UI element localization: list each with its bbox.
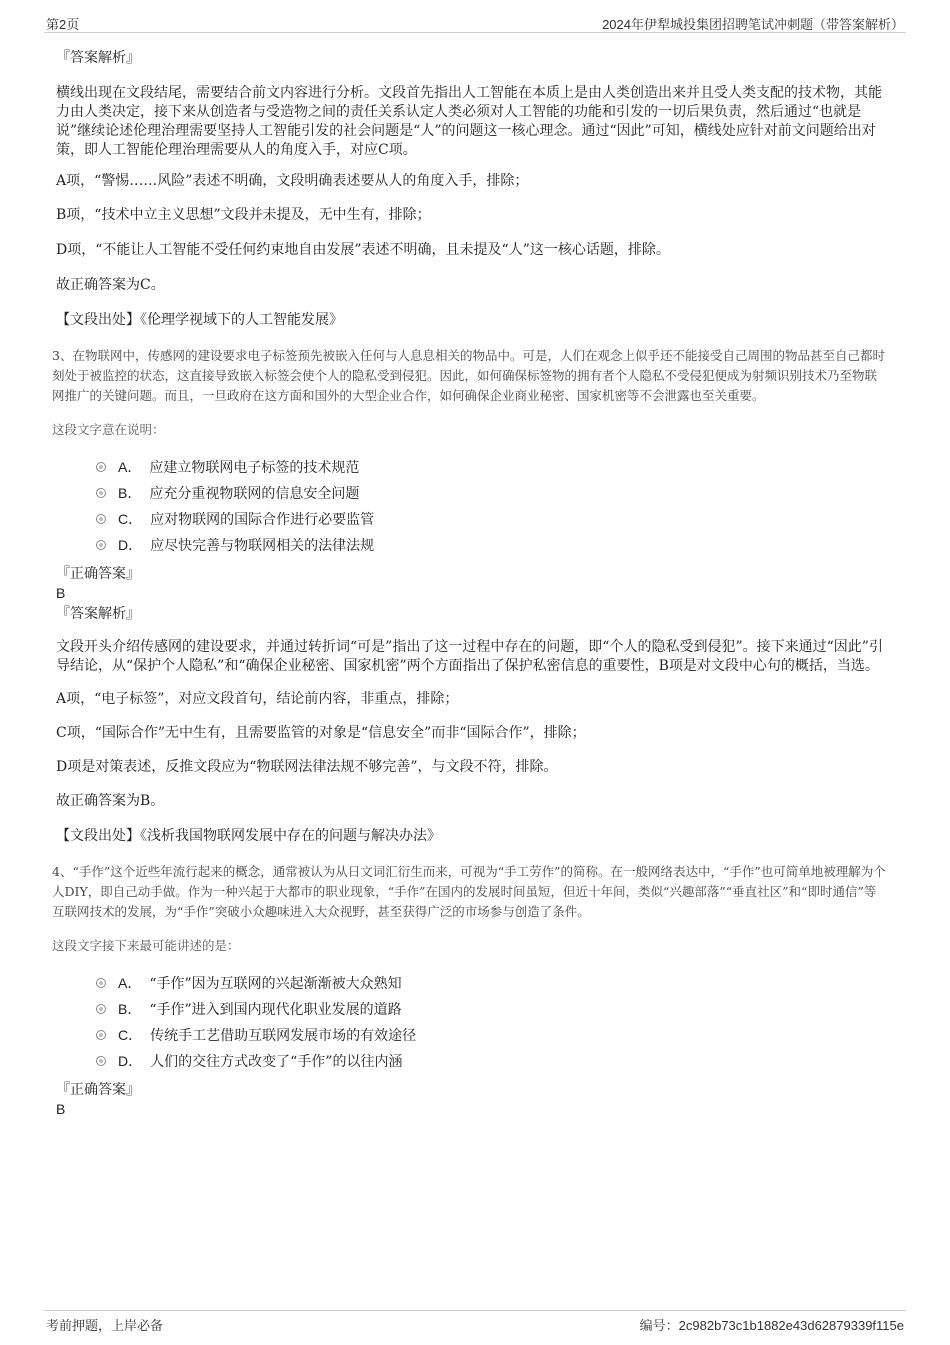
q4-prompt: 这段文字接下来最可能讲述的是： xyxy=(52,938,240,953)
option-letter: D． xyxy=(118,537,143,553)
q3-conclusion: 故正确答案为B。 xyxy=(56,793,165,809)
q3-option-d[interactable] xyxy=(56,532,886,558)
option-letter: C． xyxy=(118,1027,143,1043)
q4-answer: B xyxy=(56,1101,66,1117)
q3-answer: B xyxy=(56,585,66,601)
q3-exclusion-c: C项，“国际合作”无中生有，且需要监管的对象是“信息安全”而非“国际合作”，排除； xyxy=(56,725,586,741)
q3-exclusion-d: D项是对策表述，反推文段应为“物联网法律法规不够完善”，与文段不符，排除。 xyxy=(56,759,558,775)
radio-icon[interactable] xyxy=(96,540,106,550)
page-footer xyxy=(44,1310,906,1333)
option-text: 人们的交往方式改变了“手作”的以往内涵 xyxy=(150,1054,403,1070)
q2-analysis: 横线出现在文段结尾，需要结合前文内容进行分析。文段首先指出人工智能在本质上是由人类创造出来并且受人类支配的技术物，其能力由人类决定，接下来从创造者与受造物之间的责任关系认定人类必须对人工智能的功能和引发的一切后果负责，然后通过“也就是说”继续论述伦理治理需要坚持人工智能引发的社会问题是“人”的问题这一核心理念。通过“因此”可知，横线处应针对前文问题给出对策，即人工智能伦理治理需要从人的角度入手，对应C项。 xyxy=(56,85,882,158)
q4-option-c[interactable] xyxy=(56,1022,886,1048)
q4-stem: 4、“手作”这个近些年流行起来的概念，通常被认为从日文词汇衍生而来，可视为“手工劳作”的简称。在一般网络表达中，“手作”也可简单地被理解为个人DIY，即自己动手做。作为一种兴起于大都市的职业现象，“手作”在国内的发展时间虽短，但近十年间，类似“兴趣部落”“垂直社区”和“即时通信”等互联网技术的发展，为“手作”突破小众趣味进入大众视野，甚至获得广泛的市场参与创造了条件。 xyxy=(52,864,886,919)
q3-option-a[interactable] xyxy=(56,454,886,480)
radio-icon[interactable] xyxy=(96,488,106,498)
radio-icon[interactable] xyxy=(96,1004,106,1014)
q3-option-c[interactable] xyxy=(56,506,886,532)
q4-answer-label: 『正确答案』 xyxy=(56,1082,140,1098)
option-text: “手作”进入到国内现代化职业发展的道路 xyxy=(149,1002,402,1018)
q3-prompt: 这段文字意在说明： xyxy=(52,422,165,437)
option-text: 应充分重视物联网的信息安全问题 xyxy=(149,486,360,502)
q3-stem: 3、在物联网中，传感网的建设要求电子标签预先被嵌入任何与人息息相关的物品中。可是，人们在观念上似乎还不能接受自己周围的物品甚至自己都时刻处于被监控的状态，这直接导致嵌入标签会使个人的隐私受到侵犯。因此，如何确保标签物的拥有者个人隐私不受侵犯便成为射频识别技术乃至物联网推广的关键问题。而且，一旦政府在这方面和国外的大型企业合作，如何确保企业商业秘密、国家机密等不会泄露也至关重要。 xyxy=(52,348,885,403)
q2-analysis-label: 『答案解析』 xyxy=(56,50,140,66)
document-code xyxy=(640,1315,904,1334)
q3-answer-label: 『正确答案』 xyxy=(56,566,140,582)
footer-slogan: 考前押题，上岸必备 xyxy=(46,1319,164,1334)
document-title: 2024年伊犁城投集团招聘笔试冲刺题（带答案解析） xyxy=(602,17,904,32)
option-text: 应建立物联网电子标签的技术规范 xyxy=(149,460,360,476)
page-header xyxy=(44,12,906,33)
q4-option-a[interactable] xyxy=(56,970,886,996)
radio-icon[interactable] xyxy=(96,1030,106,1040)
q2-exclusion-b: B项，“技术中立主义思想”文段并未提及，无中生有，排除； xyxy=(56,207,431,223)
option-letter: D． xyxy=(118,1053,143,1069)
radio-icon[interactable] xyxy=(96,1056,106,1066)
document-body xyxy=(52,44,886,1118)
q4-options xyxy=(56,970,886,1074)
option-text: 应尽快完善与物联网相关的法律法规 xyxy=(150,538,375,554)
q2-source: 【文段出处】《伦理学视域下的人工智能发展》 xyxy=(56,312,343,328)
option-text: “手作”因为互联网的兴起渐渐被大众熟知 xyxy=(149,976,402,992)
radio-icon[interactable] xyxy=(96,462,106,472)
option-letter: C． xyxy=(118,511,143,527)
option-letter: A． xyxy=(118,459,142,475)
q2-conclusion: 故正确答案为C。 xyxy=(56,277,165,293)
q3-options xyxy=(56,454,886,558)
option-text: 应对物联网的国际合作进行必要监管 xyxy=(150,512,375,528)
option-letter: A． xyxy=(118,975,142,991)
q2-exclusion-a: A项，“警惕……风险”表述不明确，文段明确表述要从人的角度入手，排除； xyxy=(56,173,529,189)
page-number: 第2页 xyxy=(46,17,80,32)
q3-analysis: 文段开头介绍传感网的建设要求，并通过转折词“可是”指出了这一过程中存在的问题，即“个人的隐私受到侵犯”。接下来通过“因此”引导结论，从“保护个人隐私”和“确保企业秘密、国家机密”两个方面指出了保护私密信息的重要性，B项是对文段中心句的概括，当选。 xyxy=(56,639,883,674)
option-text: 传统手工艺借助互联网发展市场的有效途径 xyxy=(150,1028,417,1044)
q3-option-b[interactable] xyxy=(56,480,886,506)
q4-option-d[interactable] xyxy=(56,1048,886,1074)
option-letter: B． xyxy=(118,1001,142,1017)
q3-analysis-label: 『答案解析』 xyxy=(56,606,140,622)
q3-exclusion-a: A项，“电子标签”，对应文段首句，结论前内容，非重点，排除； xyxy=(56,691,459,707)
q4-option-b[interactable] xyxy=(56,996,886,1022)
option-letter: B． xyxy=(118,485,142,501)
q2-exclusion-d: D项，“不能让人工智能不受任何约束地自由发展”表述不明确，且未提及“人”这一核心话题，排除。 xyxy=(56,242,670,258)
radio-icon[interactable] xyxy=(96,978,106,988)
q3-source: 【文段出处】《浅析我国物联网发展中存在的问题与解决办法》 xyxy=(56,828,441,844)
code-label: 编号： xyxy=(639,1319,679,1334)
code-value: 2c982b73c1b1882e43d62879339f115e xyxy=(678,1318,904,1333)
radio-icon[interactable] xyxy=(96,514,106,524)
